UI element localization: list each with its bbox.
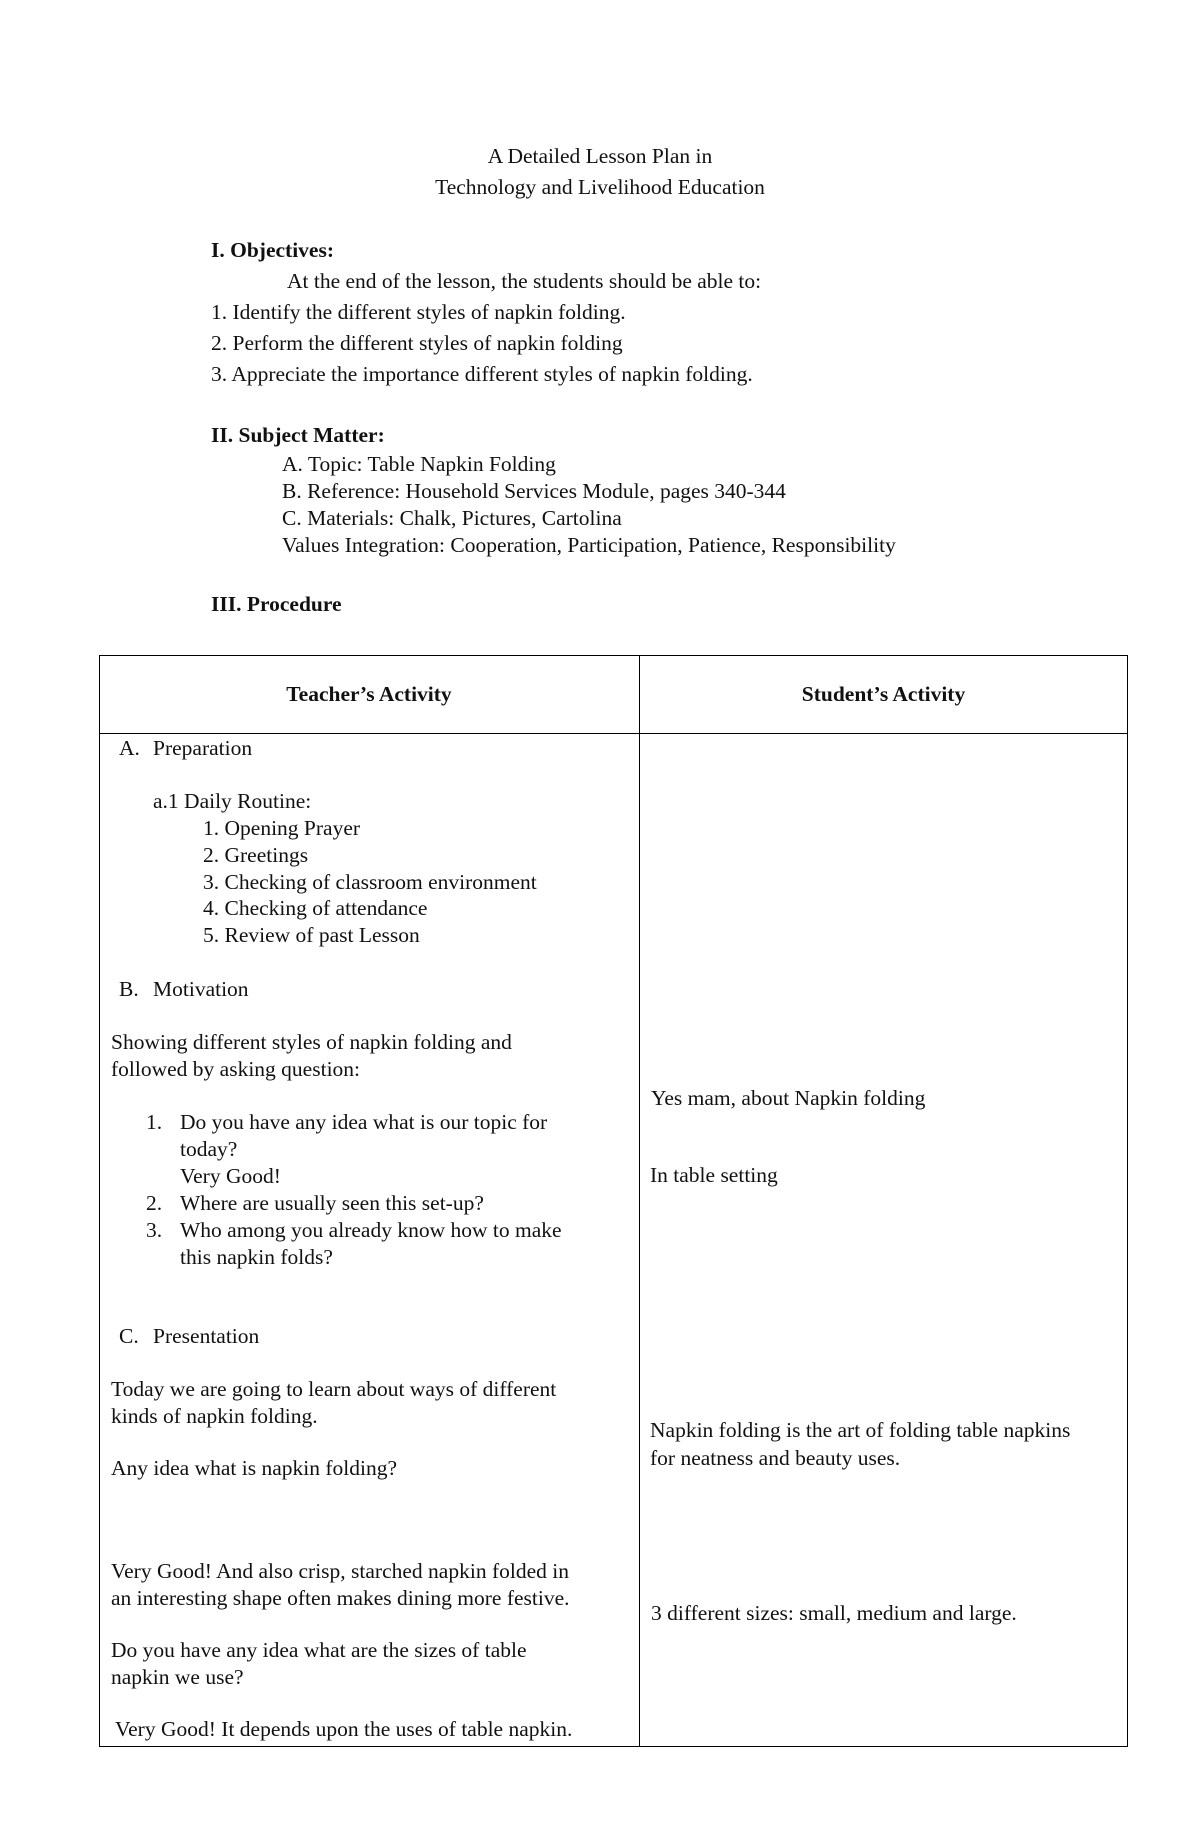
presentation-letter: C.	[119, 1324, 139, 1348]
routine-item: 4. Checking of attendance	[203, 896, 428, 920]
title-line-2: Technology and Livelihood Education	[435, 175, 765, 199]
teacher-response: Very Good!	[180, 1164, 281, 1188]
student-answer: Napkin folding is the art of folding table napkins	[650, 1418, 1071, 1442]
question-number: 1.	[146, 1110, 163, 1134]
student-activity-header: Student’s Activity	[801, 682, 966, 706]
question-number: 2.	[146, 1191, 163, 1215]
student-answer: Yes mam, about Napkin folding	[651, 1086, 926, 1110]
presentation-label: Presentation	[153, 1324, 260, 1348]
routine-item: 1. Opening Prayer	[203, 816, 361, 840]
objective-item: 3. Appreciate the importance different styles of napkin folding.	[211, 362, 753, 386]
question-text: Where are usually seen this set-up?	[180, 1191, 484, 1215]
subject-values: Values Integration: Cooperation, Participation, Patience, Responsibility	[282, 533, 896, 557]
subject-topic: A. Topic: Table Napkin Folding	[282, 452, 556, 476]
subject-reference: B. Reference: Household Services Module, pages 340-344	[282, 479, 786, 503]
objectives-intro: At the end of the lesson, the students should be able to:	[287, 269, 762, 293]
daily-routine-title: a.1 Daily Routine:	[153, 789, 312, 813]
objective-item: 2. Perform the different styles of napkin folding	[211, 331, 623, 355]
preparation-letter: A.	[119, 736, 140, 760]
student-answer: for neatness and beauty uses.	[650, 1446, 901, 1470]
header-divider	[100, 733, 1127, 734]
question-text: today?	[180, 1137, 238, 1161]
routine-item: 3. Checking of classroom environment	[203, 870, 537, 894]
routine-item: 2. Greetings	[203, 843, 309, 867]
column-divider	[639, 656, 640, 1746]
teacher-activity-header: Teacher’s Activity	[286, 682, 452, 706]
student-answer: In table setting	[650, 1163, 778, 1187]
presentation-text: Today we are going to learn about ways of different	[111, 1377, 557, 1401]
question-text: Do you have any idea what is our topic for	[180, 1110, 548, 1134]
presentation-text: Very Good! And also crisp, starched napkin folded in	[111, 1559, 569, 1583]
objective-item: 1. Identify the different styles of napkin folding.	[211, 300, 626, 324]
presentation-text: an interesting shape often makes dining more festive.	[111, 1586, 570, 1610]
title-line-1: A Detailed Lesson Plan in	[487, 144, 713, 168]
question-number: 3.	[146, 1218, 163, 1242]
objectives-heading: I. Objectives:	[211, 238, 334, 262]
routine-item: 5. Review of past Lesson	[203, 923, 420, 947]
motivation-text: Showing different styles of napkin folding and	[111, 1030, 512, 1054]
presentation-question: Any idea what is napkin folding?	[111, 1456, 398, 1480]
presentation-text: Very Good! It depends upon the uses of table napkin.	[115, 1717, 573, 1741]
preparation-label: Preparation	[153, 736, 253, 760]
presentation-text: kinds of napkin folding.	[111, 1404, 318, 1428]
presentation-question: napkin we use?	[111, 1665, 244, 1689]
motivation-label: Motivation	[153, 977, 249, 1001]
question-text: Who among you already know how to make	[180, 1218, 562, 1242]
subject-materials: C. Materials: Chalk, Pictures, Cartolina	[282, 506, 622, 530]
motivation-letter: B.	[119, 977, 139, 1001]
subject-matter-heading: II. Subject Matter:	[211, 423, 385, 447]
motivation-text: followed by asking question:	[111, 1057, 361, 1081]
student-answer: 3 different sizes: small, medium and large.	[651, 1601, 1017, 1625]
presentation-question: Do you have any idea what are the sizes of table	[111, 1638, 527, 1662]
procedure-heading: III. Procedure	[211, 592, 342, 616]
question-text: this napkin folds?	[180, 1245, 333, 1269]
